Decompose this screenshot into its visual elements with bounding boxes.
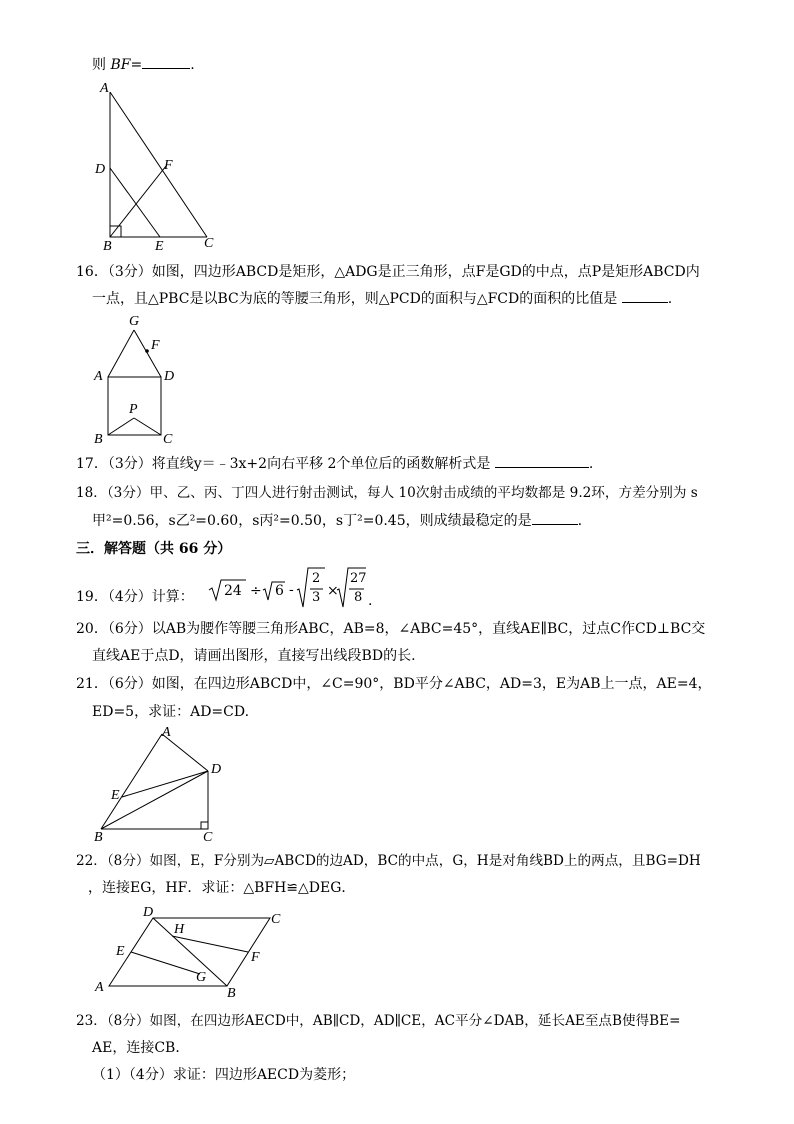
fig21-label-b: B	[94, 830, 103, 845]
fig22-label-f: F	[251, 950, 260, 965]
q22-line1: 22．（8分）如图，E，F分别为▱ABCD的边AD，BC的中点，G，H是对角线BD上的两点，且BG=DH	[76, 853, 701, 869]
fig21-label-d: D	[211, 762, 222, 777]
fig15-label-d: D	[95, 162, 106, 177]
fig15-label-b: B	[103, 239, 112, 254]
fig21-label-e: E	[111, 788, 120, 803]
fig15-label-c: C	[204, 236, 214, 251]
q18-period: .	[577, 513, 583, 529]
q22-line2: ，连接EG，HF．求证：△BFH≌△DEG．	[88, 880, 356, 896]
q19-radicand-6: 6	[275, 583, 284, 599]
q16-period: .	[667, 291, 673, 307]
period: .	[190, 57, 195, 73]
q19-frac1-den: 3	[312, 590, 321, 605]
fig16-label-f: F	[151, 338, 160, 353]
q23-sub1: （1）（4分）求证：四边形AECD为菱形；	[92, 1067, 356, 1083]
answer-blank	[142, 56, 190, 69]
prefix: 则	[92, 57, 111, 73]
fig15-label-e: E	[155, 239, 164, 254]
fig16-label-g: G	[129, 314, 140, 329]
q23-line1: 23．（8分）如图，在四边形AECD中，AB∥CD，AD∥CE，AC平分∠DAB，延长AE至点B使得BE=	[76, 1013, 681, 1029]
q19-period: .	[368, 593, 373, 609]
q19-frac2-num: 27	[350, 571, 367, 586]
fig16-label-a: A	[94, 369, 103, 384]
fig22-label-b: B	[227, 986, 236, 1001]
fig16-label-p: P	[129, 402, 138, 417]
q21-line2: ED=5，求证：AD=CD.	[92, 704, 250, 720]
q16-line2-text: 一点，且△PBC是以BC为底的等腰三角形，则△PCD的面积与△FCD的面积的比值是	[92, 291, 618, 307]
q20-line2: 直线AE于点D，请画出图形，直接写出线段BD的长.	[92, 648, 416, 664]
fig22-label-d: D	[143, 905, 154, 920]
q21-line1: 21．（6分）如图，在四边形ABCD中，∠C=90°，BD平分∠ABC，AD=3，E为AB上一点，AE=4，	[76, 676, 712, 692]
var-bf: BF	[110, 57, 131, 73]
fig22-label-c: C	[271, 912, 281, 927]
q19-frac1-num: 2	[312, 571, 321, 586]
q23-line2: AE，连接CB．	[92, 1040, 190, 1056]
q16-line1: 16．（3分）如图，四边形ABCD是矩形，△ADG是正三角形，点F是GD的中点，点P是矩形ABCD内	[76, 264, 700, 280]
q20-line1: 20．（6分）以AB为腰作等腰三角形ABC，AB=8，∠ABC=45°，直线AE∥BC，过点C作CD⊥BC交	[76, 621, 706, 637]
q17-period: .	[588, 456, 594, 472]
q18-line2-text: 甲²=0.56，s乙²=0.60，s丙²=0.50，s丁²=0.45，则成绩最稳定的是	[92, 513, 532, 529]
fig22-label-g: G	[196, 970, 207, 985]
fig16-label-c: C	[163, 432, 173, 447]
answer-line-bf	[92, 56, 195, 74]
q18-line1: 18．（3分）甲、乙、丙、丁四人进行射击测试，每人 10次射击成绩的平均数都是 9.2环，方差分别为 s	[76, 485, 698, 501]
q19-times: ×	[327, 583, 339, 599]
q19-label: 19．（4分）计算：	[76, 589, 194, 605]
q17-answer-blank	[495, 455, 589, 468]
q19-radicand-24: 24	[224, 583, 242, 599]
fig15-label-f: F	[164, 158, 173, 173]
fig22-label-h: H	[174, 922, 185, 937]
equals: =	[130, 57, 143, 73]
q18-answer-blank	[532, 512, 578, 525]
q18-line2	[92, 512, 582, 530]
fig22-label-e: E	[116, 944, 125, 959]
q16-line2	[92, 290, 672, 308]
section-heading: 三．解答题（共 66 分）	[76, 541, 232, 557]
fig15-label-a: A	[100, 81, 109, 96]
q19-frac2-den: 8	[354, 590, 363, 605]
q19-minus: -	[289, 582, 294, 598]
fig21-label-a: A	[162, 725, 171, 740]
q19-divide: ÷	[250, 583, 262, 599]
q16-answer-blank	[622, 290, 668, 303]
fig16-label-b: B	[94, 432, 103, 447]
q17	[76, 455, 593, 473]
q17-text: 17．（3分）将直线y＝﹣3x+2向右平移 2个单位后的函数解析式是	[76, 456, 491, 472]
fig22-label-a: A	[95, 980, 104, 995]
fig16-label-d: D	[164, 369, 175, 384]
fig21-label-c: C	[203, 830, 213, 845]
